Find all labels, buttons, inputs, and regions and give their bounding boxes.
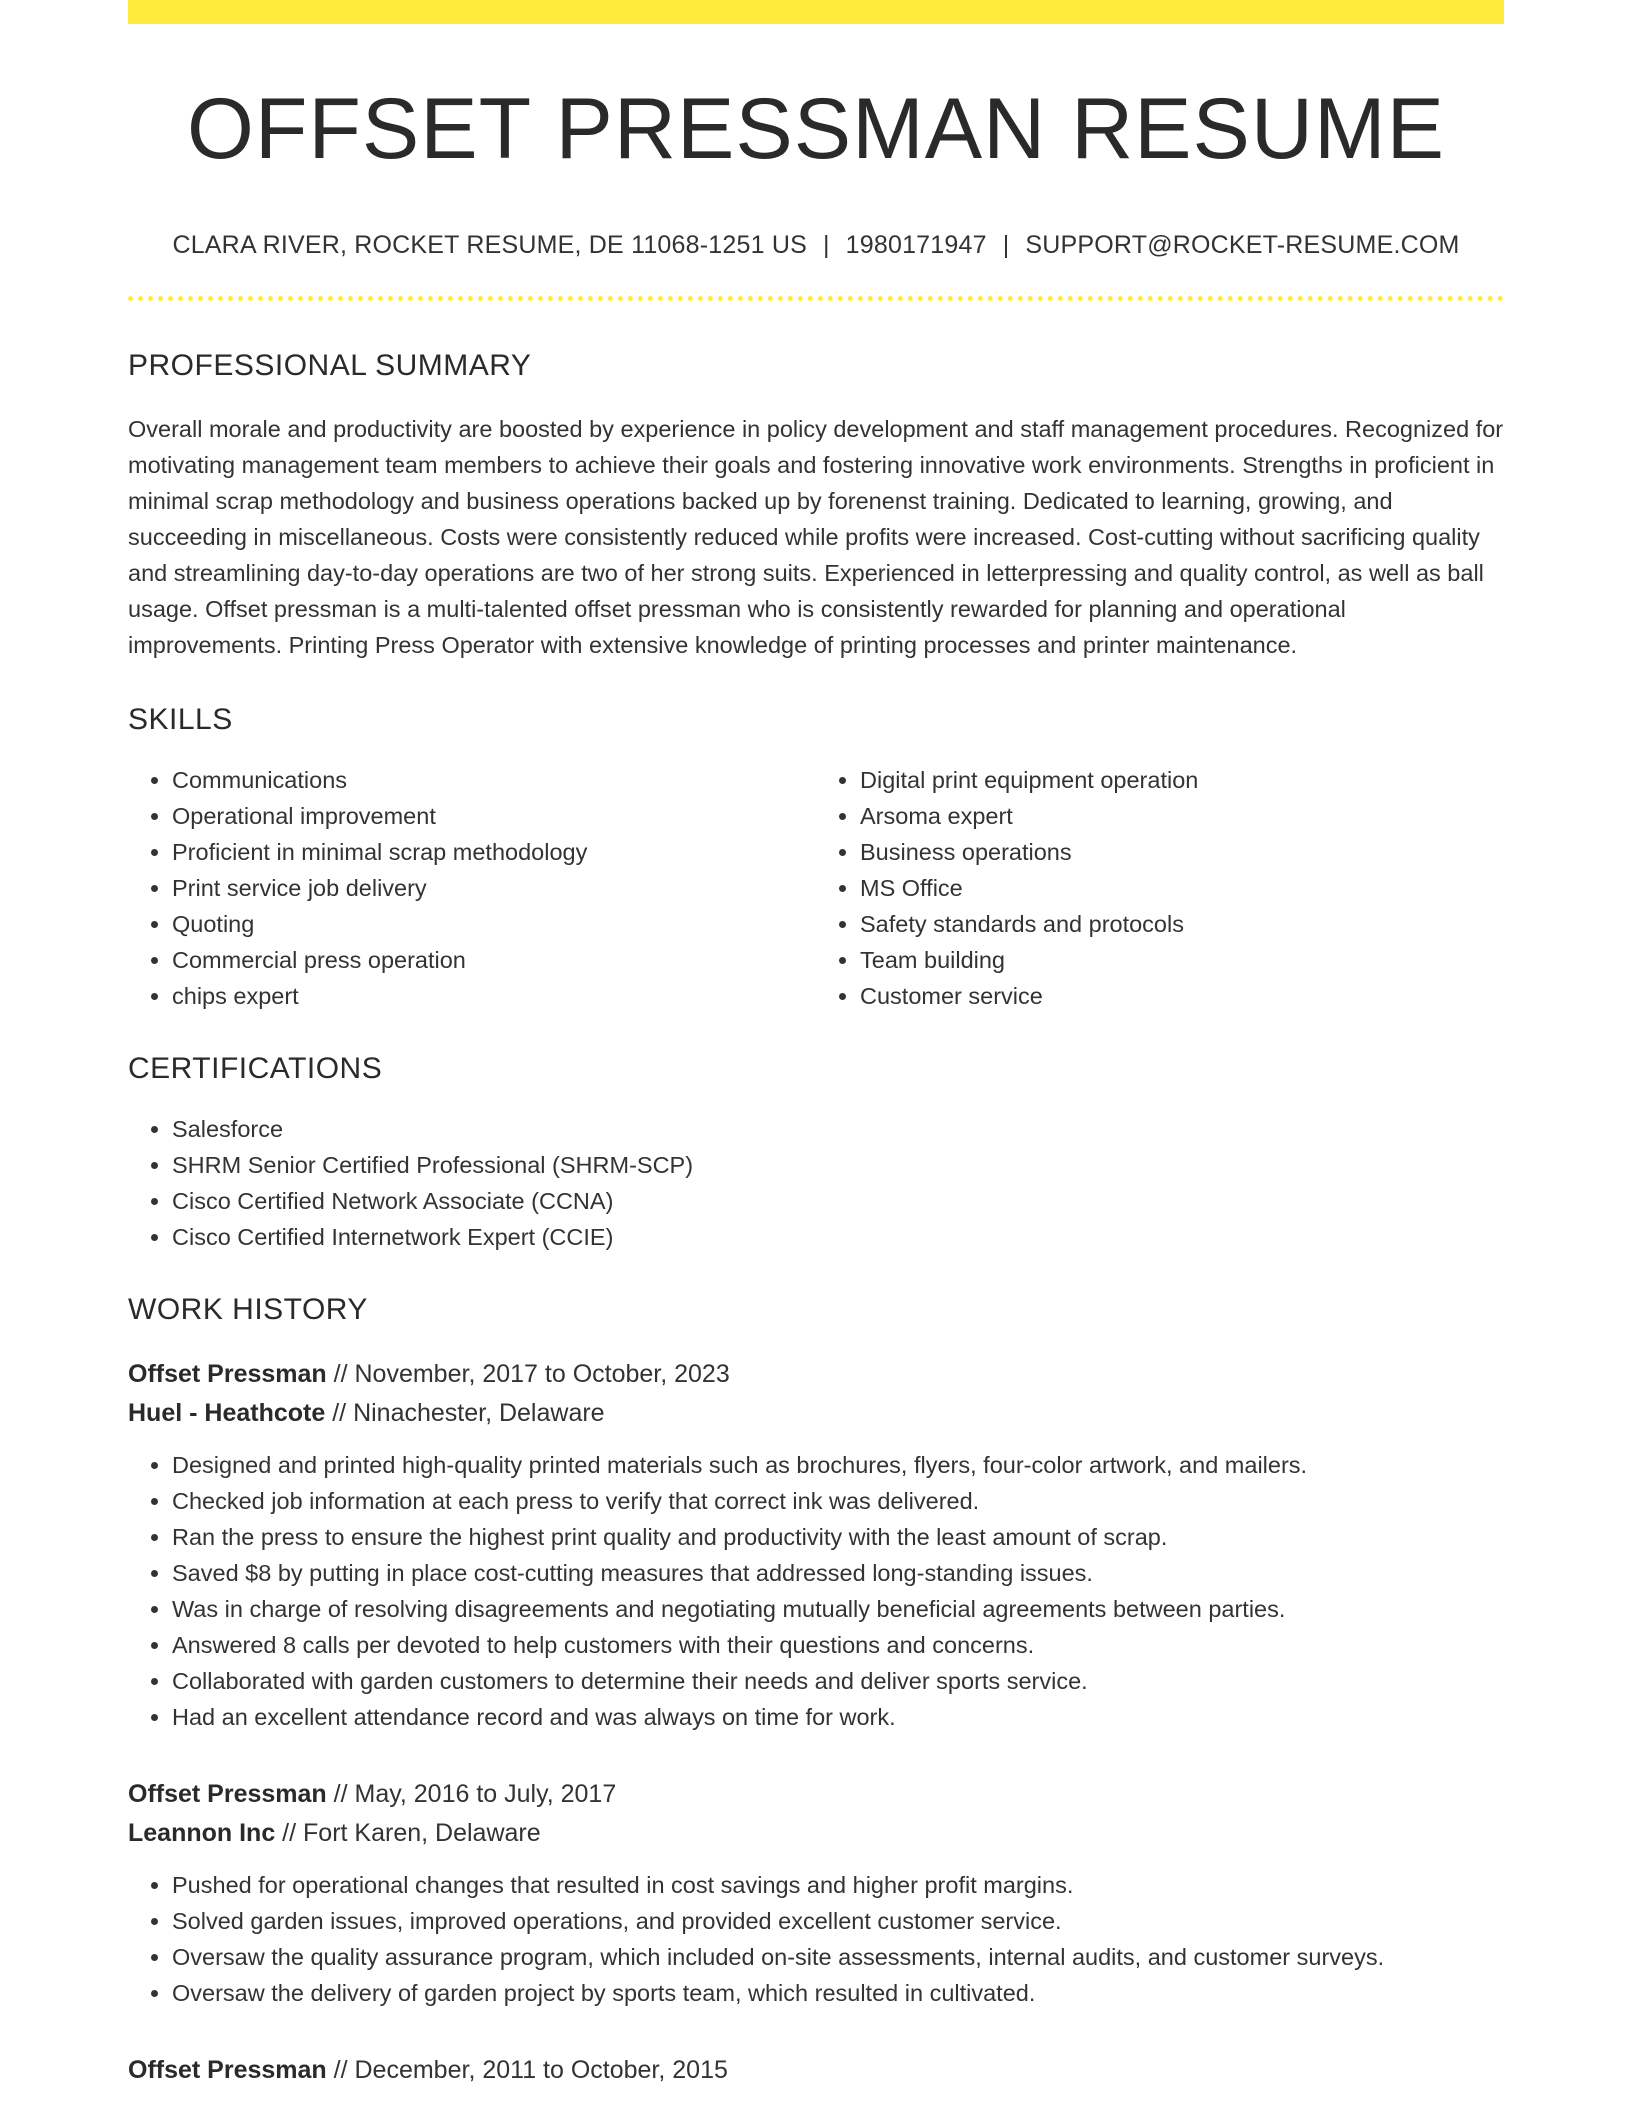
resume-title: OFFSET PRESSMAN RESUME [186, 81, 1446, 177]
summary-text: Overall morale and productivity are boosted by experience in policy development and staff management procedures. Recognized for motivating management team members to achieve their goals and fostering innovative work environments. Strengths in proficient in minimal scrap methodology and business operations backed up by forenenst training. Dedicated to learning, growing, and succeeding in miscellaneous. Costs were consistently reduced while profits were increased. Cost-cutting without sacrificing quality and streamlining day-to-day operations are two of her strong suits. Experienced in letterpressing and quality control, as well as ball usage. Offset pressman is a multi-talented offset pressman who is consistently rewarded for planning and operational improvements. Printing Press Operator with extensive knowledge of printing processes and printer maintenance. [128, 415, 1504, 658]
work-history-heading: WORK HISTORY [128, 1292, 368, 1326]
certification-item: • SHRM Senior Certified Professional (SHRM-SCP) [172, 1147, 1504, 1183]
job-separator: // [326, 1779, 355, 1808]
contact-phone: 1980171947 [845, 230, 987, 259]
job-separator: // [326, 2055, 355, 2084]
resume-page [128, 0, 1504, 2090]
job-dates: November, 2017 to October, 2023 [354, 1359, 730, 1388]
job-title: Offset Pressman [128, 2055, 327, 2084]
certifications-heading: CERTIFICATIONS [128, 1051, 383, 1085]
dotted-divider [128, 296, 1504, 301]
skill-item: • Business operations [860, 834, 1504, 870]
skill-item: • Customer service [860, 978, 1504, 1014]
job-separator: // [275, 1818, 304, 1847]
job-company: Huel - Heathcote [128, 1398, 326, 1427]
job-title-line [128, 2051, 1504, 2090]
job-company-line [128, 1814, 1504, 1853]
job-separator: // [326, 1359, 355, 1388]
job-bullet: • Answered 8 calls per devoted to help customers with their questions and concerns. [172, 1627, 1504, 1663]
accent-bar [128, 0, 1504, 24]
job-title: Offset Pressman [128, 1779, 327, 1808]
job-bullet: • Ran the press to ensure the highest print quality and productivity with the least amount of scrap. [172, 1519, 1504, 1555]
job-company: Leannon Inc [128, 1818, 276, 1847]
summary-heading: PROFESSIONAL SUMMARY [128, 348, 532, 382]
skills-heading: SKILLS [128, 702, 233, 736]
skill-item: • MS Office [860, 870, 1504, 906]
job-entry [128, 1775, 1504, 2011]
job-location: Fort Karen, Delaware [303, 1818, 541, 1847]
job-bullet: • Had an excellent attendance record and was always on time for work. [172, 1699, 1504, 1735]
skill-item: • Quoting [172, 906, 816, 942]
job-separator: // [325, 1398, 354, 1427]
skill-item: • Operational improvement [172, 798, 816, 834]
certification-item: • Cisco Certified Network Associate (CCNA) [172, 1183, 1504, 1219]
job-bullet: • Solved garden issues, improved operations, and provided excellent customer service. [172, 1903, 1504, 1939]
contact-separator: | [822, 230, 830, 259]
job-dates: December, 2011 to October, 2015 [354, 2055, 728, 2084]
skill-item: • Print service job delivery [172, 870, 816, 906]
job-bullet: • Was in charge of resolving disagreements and negotiating mutually beneficial agreements between parties. [172, 1591, 1504, 1627]
job-title-line [128, 1775, 1504, 1814]
skills-list-right [816, 762, 1504, 1014]
skill-item: • Safety standards and protocols [860, 906, 1504, 942]
contact-separator: | [1002, 230, 1010, 259]
job-entry [128, 2051, 1504, 2090]
certifications-list [128, 1111, 1504, 1255]
job-title-line [128, 1355, 1504, 1394]
job-bullet: • Pushed for operational changes that resulted in cost savings and higher profit margins. [172, 1867, 1504, 1903]
job-company-line [128, 1394, 1504, 1433]
skills-columns [128, 762, 1504, 1014]
skill-item: • Digital print equipment operation [860, 762, 1504, 798]
certification-item: • Salesforce [172, 1111, 1504, 1147]
job-bullet: • Designed and printed high-quality printed materials such as brochures, flyers, four-color artwork, and mailers. [172, 1447, 1504, 1483]
skill-item: • Team building [860, 942, 1504, 978]
skill-item: • Arsoma expert [860, 798, 1504, 834]
skills-list-left [128, 762, 816, 1014]
job-bullets [128, 1867, 1504, 2011]
job-entry [128, 1355, 1504, 1735]
job-title: Offset Pressman [128, 1359, 327, 1388]
skill-item: • Commercial press operation [172, 942, 816, 978]
skill-item: • chips expert [172, 978, 816, 1014]
certification-item: • Cisco Certified Internetwork Expert (CCIE) [172, 1219, 1504, 1255]
contact-address: CLARA RIVER, ROCKET RESUME, DE 11068-1251 US [172, 230, 807, 259]
job-bullet: • Oversaw the delivery of garden project by sports team, which resulted in cultivated. [172, 1975, 1504, 2011]
skill-item: • Proficient in minimal scrap methodology [172, 834, 816, 870]
job-bullets [128, 1447, 1504, 1735]
job-dates: May, 2016 to July, 2017 [354, 1779, 617, 1808]
job-bullet: • Checked job information at each press to verify that correct ink was delivered. [172, 1483, 1504, 1519]
contact-line [128, 231, 1504, 260]
job-bullet: • Collaborated with garden customers to determine their needs and deliver sports service. [172, 1663, 1504, 1699]
job-bullet: • Saved $8 by putting in place cost-cutting measures that addressed long-standing issues. [172, 1555, 1504, 1591]
job-location: Ninachester, Delaware [353, 1398, 605, 1427]
job-bullet: • Oversaw the quality assurance program, which included on-site assessments, internal audits, and customer surveys. [172, 1939, 1504, 1975]
contact-email[interactable]: SUPPORT@ROCKET-RESUME.COM [1025, 230, 1460, 259]
skill-item: • Communications [172, 762, 816, 798]
